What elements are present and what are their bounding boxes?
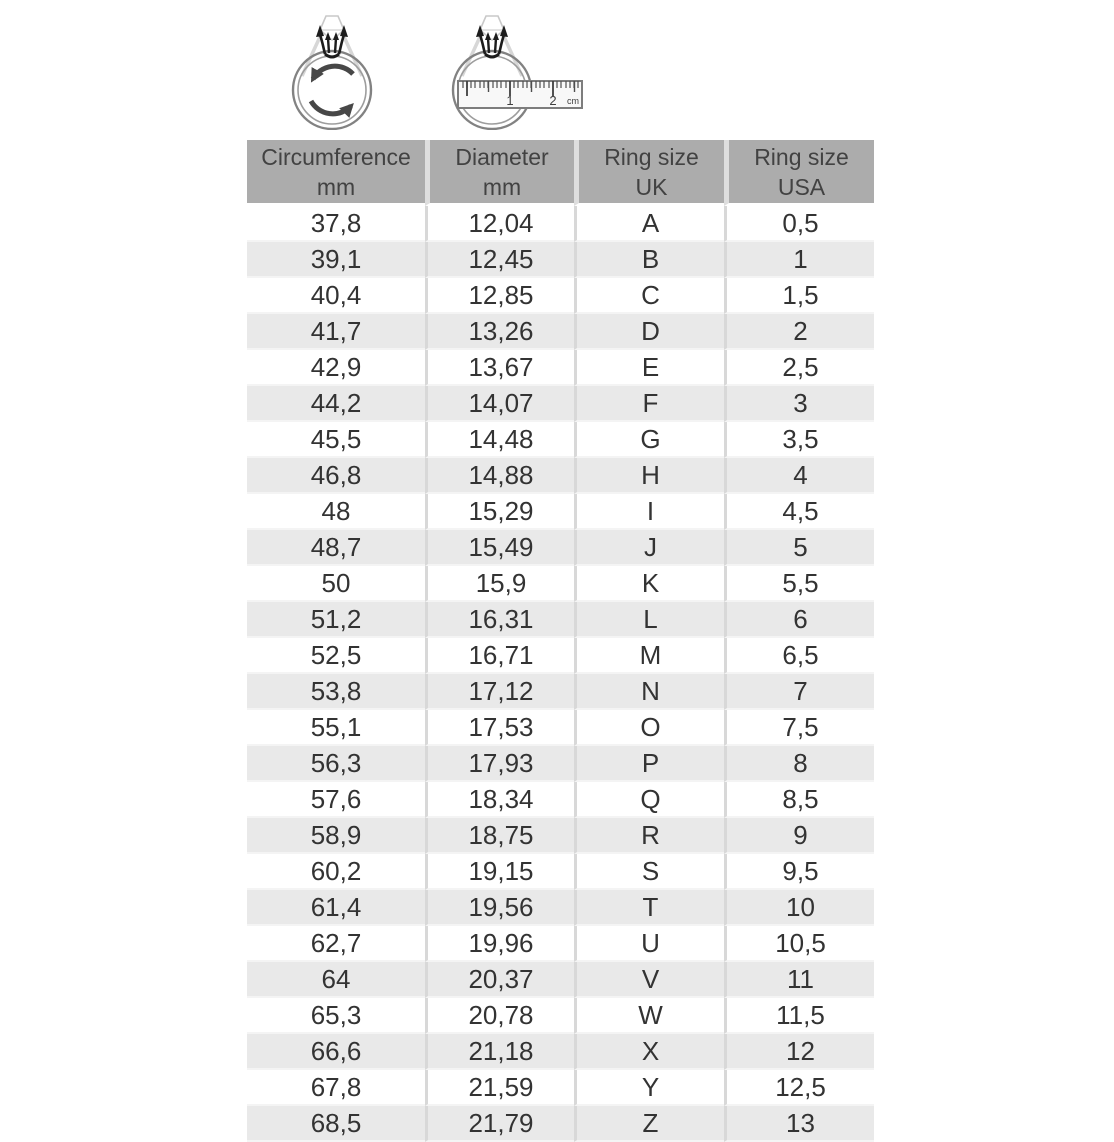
table-cell: 2 bbox=[724, 314, 874, 350]
table-cell: 5,5 bbox=[724, 566, 874, 602]
table-row bbox=[247, 1106, 874, 1142]
table-row bbox=[247, 602, 874, 638]
table-cell: 14,48 bbox=[425, 422, 574, 458]
table-cell: V bbox=[574, 962, 724, 998]
table-cell: 10 bbox=[724, 890, 874, 926]
table-cell: J bbox=[574, 530, 724, 566]
table-cell: 9,5 bbox=[724, 854, 874, 890]
table-cell: U bbox=[574, 926, 724, 962]
table-cell: 11 bbox=[724, 962, 874, 998]
table-cell: 61,4 bbox=[247, 890, 425, 926]
table-cell: 55,1 bbox=[247, 710, 425, 746]
ruler-icon bbox=[458, 81, 582, 108]
table-cell: W bbox=[574, 998, 724, 1034]
table-body bbox=[247, 206, 874, 1142]
table-cell: S bbox=[574, 854, 724, 890]
table-cell: 16,71 bbox=[425, 638, 574, 674]
table-cell: 8 bbox=[724, 746, 874, 782]
table-cell: 37,8 bbox=[247, 206, 425, 242]
table-cell: 4,5 bbox=[724, 494, 874, 530]
table-cell: 19,56 bbox=[425, 890, 574, 926]
table-cell: L bbox=[574, 602, 724, 638]
table-cell: 62,7 bbox=[247, 926, 425, 962]
table-row bbox=[247, 458, 874, 494]
table-cell: 4 bbox=[724, 458, 874, 494]
table-cell: 13,67 bbox=[425, 350, 574, 386]
table-row bbox=[247, 422, 874, 458]
table-row bbox=[247, 854, 874, 890]
diameter-ring-icon bbox=[450, 14, 590, 130]
table-cell: C bbox=[574, 278, 724, 314]
table-cell: 12,5 bbox=[724, 1070, 874, 1106]
table-cell: 6,5 bbox=[724, 638, 874, 674]
table-cell: 12,85 bbox=[425, 278, 574, 314]
table-row bbox=[247, 638, 874, 674]
table-cell: 9 bbox=[724, 818, 874, 854]
col-header-circumference: Circumference mm bbox=[247, 140, 425, 206]
table-cell: 58,9 bbox=[247, 818, 425, 854]
table-cell: 17,93 bbox=[425, 746, 574, 782]
table-row bbox=[247, 350, 874, 386]
table-cell: 20,37 bbox=[425, 962, 574, 998]
table-cell: 15,49 bbox=[425, 530, 574, 566]
table-cell: H bbox=[574, 458, 724, 494]
table-cell: 12,45 bbox=[425, 242, 574, 278]
table-cell: 44,2 bbox=[247, 386, 425, 422]
table-cell: B bbox=[574, 242, 724, 278]
table-cell: 21,18 bbox=[425, 1034, 574, 1070]
table-cell: O bbox=[574, 710, 724, 746]
table-cell: 3 bbox=[724, 386, 874, 422]
table-cell: 45,5 bbox=[247, 422, 425, 458]
table-cell: Q bbox=[574, 782, 724, 818]
table-row bbox=[247, 998, 874, 1034]
col-header-ring-size-uk: Ring size UK bbox=[574, 140, 724, 206]
table-cell: 10,5 bbox=[724, 926, 874, 962]
table-cell: 15,9 bbox=[425, 566, 574, 602]
table-cell: 14,07 bbox=[425, 386, 574, 422]
table-row bbox=[247, 710, 874, 746]
table-cell: 18,75 bbox=[425, 818, 574, 854]
table-cell: 17,53 bbox=[425, 710, 574, 746]
table-cell: 19,15 bbox=[425, 854, 574, 890]
table-cell: 1,5 bbox=[724, 278, 874, 314]
table-cell: 8,5 bbox=[724, 782, 874, 818]
table-cell: P bbox=[574, 746, 724, 782]
table-cell: N bbox=[574, 674, 724, 710]
table-cell: 65,3 bbox=[247, 998, 425, 1034]
table-cell: Z bbox=[574, 1106, 724, 1142]
table-row bbox=[247, 530, 874, 566]
table-cell: 52,5 bbox=[247, 638, 425, 674]
table-cell: 17,12 bbox=[425, 674, 574, 710]
table-cell: I bbox=[574, 494, 724, 530]
table-cell: 39,1 bbox=[247, 242, 425, 278]
col-header-ring-size-usa: Ring size USA bbox=[724, 140, 874, 206]
table-cell: 57,6 bbox=[247, 782, 425, 818]
table-row bbox=[247, 566, 874, 602]
table-cell: 46,8 bbox=[247, 458, 425, 494]
table-row bbox=[247, 386, 874, 422]
table-cell: 18,34 bbox=[425, 782, 574, 818]
table-row bbox=[247, 278, 874, 314]
table-cell: 53,8 bbox=[247, 674, 425, 710]
table-cell: 16,31 bbox=[425, 602, 574, 638]
table-cell: 13 bbox=[724, 1106, 874, 1142]
table-cell: 21,59 bbox=[425, 1070, 574, 1106]
rotation-arrows-icon bbox=[311, 66, 353, 114]
table-cell: 7,5 bbox=[724, 710, 874, 746]
table-row bbox=[247, 494, 874, 530]
table-cell: 51,2 bbox=[247, 602, 425, 638]
table-row bbox=[247, 890, 874, 926]
table-row bbox=[247, 818, 874, 854]
table-cell: 12,04 bbox=[425, 206, 574, 242]
table-cell: 56,3 bbox=[247, 746, 425, 782]
table-cell: 15,29 bbox=[425, 494, 574, 530]
table-cell: 42,9 bbox=[247, 350, 425, 386]
table-cell: A bbox=[574, 206, 724, 242]
table-row bbox=[247, 1070, 874, 1106]
table-cell: R bbox=[574, 818, 724, 854]
col-header-diameter: Diameter mm bbox=[425, 140, 574, 206]
table-cell: 48 bbox=[247, 494, 425, 530]
table-cell: 14,88 bbox=[425, 458, 574, 494]
ring-size-table bbox=[247, 140, 874, 1142]
table-cell: 0,5 bbox=[724, 206, 874, 242]
table-cell: 67,8 bbox=[247, 1070, 425, 1106]
table-cell: X bbox=[574, 1034, 724, 1070]
table-cell: 1 bbox=[724, 242, 874, 278]
table-header-row bbox=[247, 140, 874, 206]
table-row bbox=[247, 962, 874, 998]
table-cell: Y bbox=[574, 1070, 724, 1106]
table-cell: 48,7 bbox=[247, 530, 425, 566]
table-row bbox=[247, 242, 874, 278]
table-cell: 2,5 bbox=[724, 350, 874, 386]
table-cell: 60,2 bbox=[247, 854, 425, 890]
table-cell: 66,6 bbox=[247, 1034, 425, 1070]
table-cell: 13,26 bbox=[425, 314, 574, 350]
table-cell: 40,4 bbox=[247, 278, 425, 314]
ruler-label-1: 1 bbox=[506, 93, 514, 108]
table-cell: 11,5 bbox=[724, 998, 874, 1034]
table-cell: 7 bbox=[724, 674, 874, 710]
table-cell: 64 bbox=[247, 962, 425, 998]
table-row bbox=[247, 674, 874, 710]
table-cell: 5 bbox=[724, 530, 874, 566]
table-cell: D bbox=[574, 314, 724, 350]
table-cell: K bbox=[574, 566, 724, 602]
table-cell: 21,79 bbox=[425, 1106, 574, 1142]
table-cell: 3,5 bbox=[724, 422, 874, 458]
table-cell: 50 bbox=[247, 566, 425, 602]
table-cell: 12 bbox=[724, 1034, 874, 1070]
table-row bbox=[247, 206, 874, 242]
ruler-label-cm: cm bbox=[567, 96, 579, 106]
table-cell: 6 bbox=[724, 602, 874, 638]
table-row bbox=[247, 746, 874, 782]
table-cell: 41,7 bbox=[247, 314, 425, 350]
table-cell: F bbox=[574, 386, 724, 422]
table-row bbox=[247, 782, 874, 818]
table-row bbox=[247, 926, 874, 962]
table-row bbox=[247, 1034, 874, 1070]
table-cell: 68,5 bbox=[247, 1106, 425, 1142]
table-cell: G bbox=[574, 422, 724, 458]
ruler-label-2: 2 bbox=[549, 93, 557, 108]
table-cell: T bbox=[574, 890, 724, 926]
table-cell: 20,78 bbox=[425, 998, 574, 1034]
table-cell: E bbox=[574, 350, 724, 386]
table-cell: 19,96 bbox=[425, 926, 574, 962]
table-cell: M bbox=[574, 638, 724, 674]
circumference-ring-icon bbox=[288, 14, 376, 130]
table-row bbox=[247, 314, 874, 350]
